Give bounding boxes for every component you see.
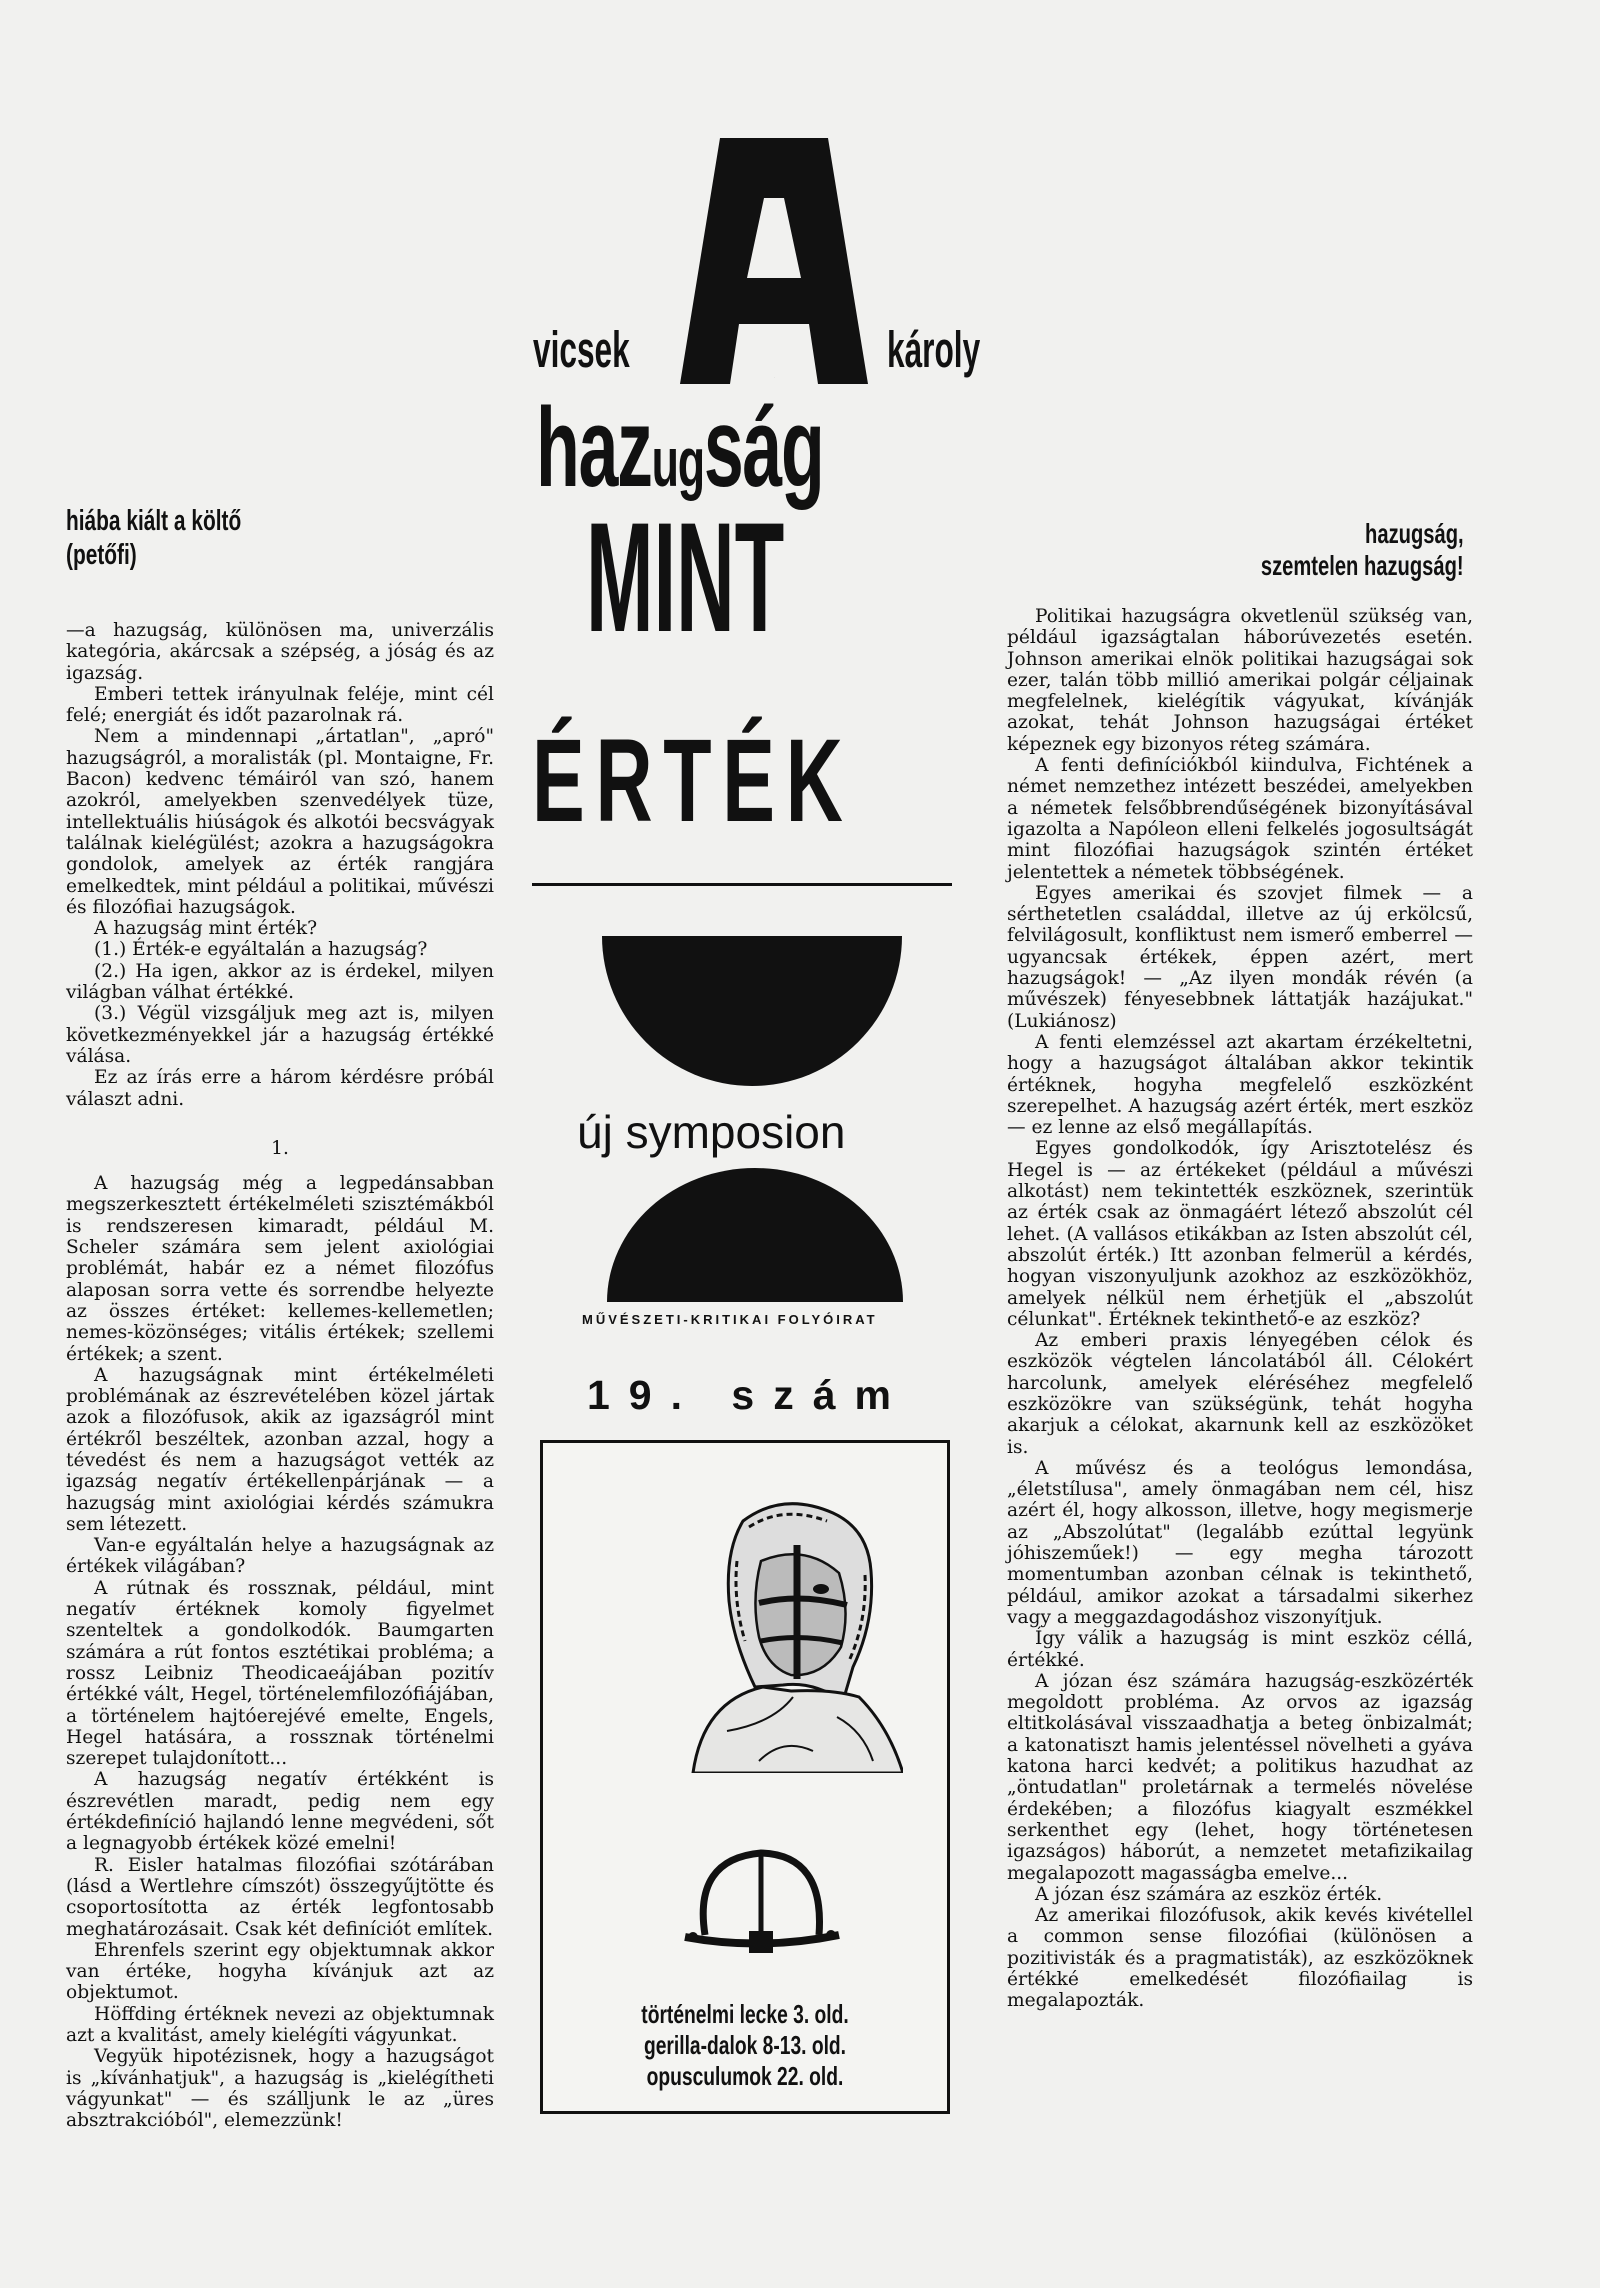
section-number: 1.: [271, 1137, 289, 1159]
contents-item-2: gerilla-dalok 8-13. old.: [643, 2030, 847, 2060]
bridle-device-illustration: [675, 1839, 845, 1969]
title-letter-a: [680, 138, 868, 384]
half-disc-top: [602, 936, 902, 1086]
paragraph: A hazugság mint érték?: [94, 918, 318, 940]
paragraph: —a hazugság, különösen ma, univerzális kategória, akárcsak a szépség, a jóság és az igazság.: [66, 620, 494, 684]
contents-list: [543, 1999, 947, 2092]
left-subtitle-line-1: hiába kiált a költő: [66, 505, 242, 537]
author-last-name: károly: [887, 321, 981, 378]
title-sag: ság: [703, 385, 824, 510]
paragraph: A józan ész számára hazugság-eszközérték megoldott probléma. Az orvos az igazság eltitkolásával visszaadhatja a beteg önbizalmát; a katonatiszt hamis jelentéssel növelheti a gyáva katona harci kedvét; a politikus hazudhat az „öntudatlan" proletárnak a termelés növelése érdekében; a filozófus kiagyalt eszmékkel serkenthet egy (lehet, hogy történetesen igazságos) háborút, a nemzetet metafizikailag megalapozott magasságba emelve...: [1007, 1670, 1473, 1884]
scold-bridle-woman-illustration: [663, 1491, 903, 1773]
right-subtitle: [1261, 518, 1464, 582]
title-word-ertek: ÉRTÉK: [532, 715, 854, 847]
right-subtitle-line-2: szemtelen hazugság!: [1261, 550, 1464, 581]
paragraph: Az emberi praxis lényegében célok és eszközök végtelen láncolatából áll. Célokért harcolunk, amelyek eléréséhez megfelelő eszközökre van szükségünk, tehát hogyha akarjuk a célokat, akarnunk kell az eszközöket is.: [1007, 1330, 1473, 1458]
paragraph: (3.) Végül vizsgáljuk meg azt is, milyen következményekkel jár a hazugság értékké válása.: [66, 1003, 494, 1067]
journal-name: új symposion: [577, 1106, 846, 1158]
paragraph: Ez az írás erre a három kérdésre próbál választ adni.: [66, 1067, 494, 1110]
paragraph: Ehrenfels szerint egy objektumnak akkor van értéke, hogyha kívánjuk azt az objektumot.: [66, 1939, 494, 2004]
paragraph: A hazugság negatív értékként is észrevétlen maradt, pedig nem egy értékdefiníció hajlandó lenne megvédeni, sőt a legnagyobb értékek közé emelni!: [66, 1769, 494, 1855]
paragraph: R. Eisler hatalmas filozófiai szótárában (lásd a Wertlehre címszót) összegyűjtötte és csoportosította az érték legfontosabb meghatározásait. Csak két definíciót említek.: [66, 1854, 494, 1940]
paragraph: Politikai hazugságra okvetlenül szükség van, például igazságtalan háborúvezetés esetén. Johnson amerikai elnök politikai hazugságai sok ezer, talán több millió amerikai polgár céljainak megfelelnek, kielégítik vágyukat, kívánják azokat, tehát Johnson hazugságai értéket képeznek egy bizonyos réteg számára.: [1007, 606, 1473, 755]
right-article-column: [1007, 606, 1473, 2012]
title-ug: ug: [651, 423, 704, 501]
paragraph: A józan ész számára az eszköz érték.: [1035, 1883, 1383, 1905]
paragraph: Így válik a hazugság is mint eszköz céllá, értékké.: [1007, 1628, 1473, 1671]
paragraph: Egyes gondolkodók, így Arisztotelész és Hegel is — az értékeket (például a művészi alkotást) nem tekintették eszköznek, szerintük az érték csak az önmagáért létező abszolút cél lehet. (A vallásos etikákban az Isten abszolút cél, abszolút érték.) Itt azonban felmerül a kérdés, hogyan viszonyuljunk azokhoz az eszközökhöz, amelyek nélkül nem érhetjük el „abszolút célunkat". Értéknek tekinthető-e az eszköz?: [1007, 1138, 1473, 1330]
paragraph: Az amerikai filozófusok, akik kevés kivétellel a common sense filozófiai (különösen a pozitivisták és a pragmatisták), az eszközöknek értékké emelkedését filozófiailag is megalapozták.: [1007, 1905, 1473, 2012]
paragraph: Höffding értéknek nevezi az objektumnak azt a kvalitást, amely kielégíti vágyunkat.: [66, 2003, 494, 2046]
paragraph: A fenti definíciókból kiindulva, Fichtének a német nemzethez intézett beszédei, amelyekben a németek felsőbbrendűségének bizonyításával igazolta a Napóleon elleni felkelés jogosultságát mint filozófiai hazugságok szintén értéket jelentettek a németek többségének.: [1007, 755, 1473, 883]
half-disc-bottom: [607, 1168, 903, 1302]
paragraph: A rútnak és rossznak, például, mint negatív értéknek komoly figyelmet szenteltek a gondolkodók. Baumgarten számára a rút fontos esztétikai probléma; a rossz Leibniz Theodicaeájában pozitív értékké vált, Hegel, történelemfilozófiájában, a történelem hajtóerejévé emelte, Engels, Hegel hatására, a rossznak történelmi szerepet tulajdonított...: [66, 1577, 494, 1770]
journal-kicker: MŰVÉSZETI-KRITIKAI FOLYÓIRAT: [582, 1312, 878, 1327]
title-word-mint: MINT: [586, 491, 785, 665]
title-letter-a-text: A: [774, 378, 775, 379]
title-rule: [532, 883, 952, 886]
left-subtitle-line-2: (petőfi): [66, 539, 137, 571]
author-first-name: vicsek: [533, 321, 630, 378]
left-article-column: [66, 620, 494, 2131]
paragraph: Nem a mindennapi „ártatlan", „apró" hazugságról, a moralisták (pl. Montaigne, Fr. Bacon) kedvenc témáiról van szó, hanem azokról, amelyekben szenvedélyek tüze, intellektuális hiúságok és alkotói becsvágyak találnak kielégülést; azokra a hazugságokra gondolok, amelyek az érték rangjára emelkedtek, mint például a politikai, művészi és filozófiai hazugságok.: [66, 726, 494, 918]
right-subtitle-line-1: hazugság,: [1365, 518, 1464, 549]
paragraph: A művész és a teológus lemondása, „életstílusa", amely önmagában nem cél, hisz azért él, hogy alkosson, illetve, hogy megismerje az „Abszolútat" (legalább ezúttal legyünk jóhiszeműek!) — egy megha tározott momentumban azonban célnak is tekinthető, például, amikor azokat a társadalmi sikerhez vagy a meggazdagodáshoz viszonyítjuk.: [1007, 1457, 1473, 1628]
paragraph: (2.) Ha igen, akkor az is érdekel, milyen világban válhat értékké.: [66, 960, 494, 1004]
title-haz: haz: [536, 385, 652, 510]
paragraph: Van-e egyáltalán helye a hazugságnak az értékek világában?: [66, 1535, 494, 1578]
left-subtitle: [66, 504, 241, 572]
contents-item-1: történelmi lecke 3. old.: [641, 1999, 849, 2029]
paragraph: Egyes amerikai és szovjet filmek — a sérthetetlen családdal, illetve az új erkölcsű, felvilágosult, konfliktust nem ismerő emberrel — ugyancsak értékek, éppen azért, mert hazugságok! — „Az ilyen mondák révén (a művészek) fényesebbnek láttatják hazájukat." (Lukiánosz): [1007, 882, 1473, 1032]
paragraph: A hazugság még a legpedánsabban megszerkesztett értékelméleti szisztémákból is rendszeresen kimaradt, például M. Scheler számára sem jelent axiológiai problémát, habár ez a német filozófus alaposan sorra vette és sorrendbe helyezte az összes értéket: kellemes-kellemetlen; nemes-közönséges; vitális értékek; szellemi értékek; a szent.: [66, 1173, 494, 1365]
contents-item-3: opusculumok 22. old.: [646, 2061, 844, 2091]
paragraph: Vegyük hipotézisnek, hogy a hazugságot is „kívánhatjuk", a hazugság is „kielégítheti vágyunkat" — és szálljunk le az „üres absztrakcióból", elemezzünk!: [66, 2046, 494, 2132]
contents-box: [540, 1440, 950, 2114]
paragraph: A hazugságnak mint értékelméleti problémának az észrevételében közel jártak azok a filozófusok, akik az igazságról mint értékről beszéltek, azonban azzal, hogy a tévedést és nem a hazugságot vették az igazság negatív értékellenpárjának — a hazugság mint axiológiai kérdés számukra sem létezett.: [66, 1364, 494, 1535]
paragraph: A fenti elemzéssel azt akartam érzékeltetni, hogy a hazugságot általában akkor tekintik értéknek, hogyha megfelelő eszközként szerepelhet. A hazugság azért érték, mert eszköz — ez lenne az első megállapítás.: [1007, 1031, 1473, 1139]
paragraph: Emberi tettek irányulnak feléje, mint cél felé; energiát és időt pazarolnak rá.: [66, 683, 494, 727]
paragraph: (1.) Érték-e egyáltalán a hazugság?: [94, 939, 428, 961]
issue-number: 19. szám: [587, 1372, 910, 1418]
